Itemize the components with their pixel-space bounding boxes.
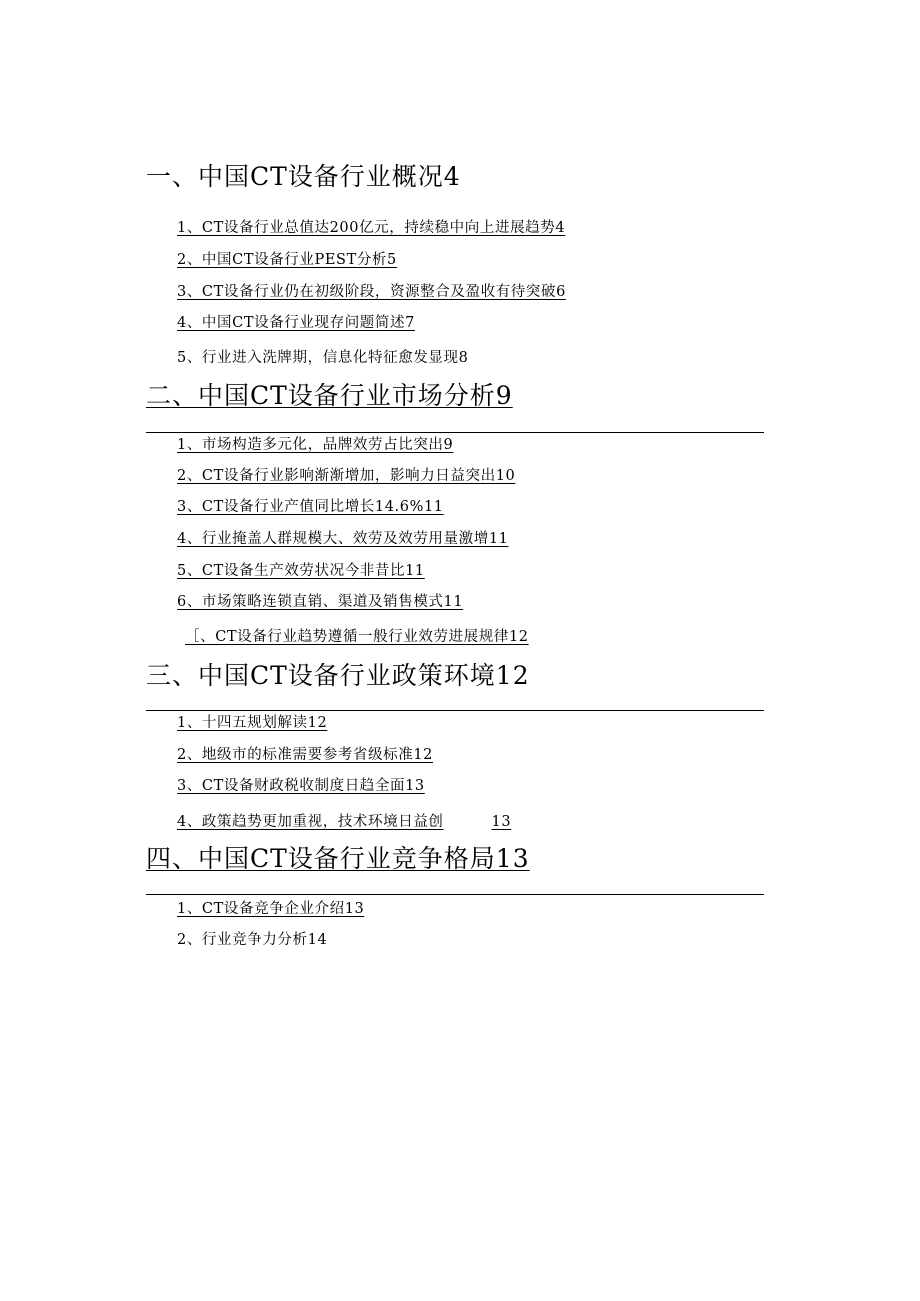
toc-link-4-1[interactable]: 1、CT设备竞争企业介绍13 <box>177 901 365 917</box>
section-heading-3[interactable]: 三、中国CT设备行业政策环境12 <box>146 661 530 690</box>
section-divider-2 <box>146 432 764 433</box>
toc-link-1-2[interactable]: 2、中国CT设备行业PEST分析5 <box>177 252 397 268</box>
toc-link-3-2[interactable]: 2、地级市的标准需要参考省级标准12 <box>177 747 433 763</box>
section-divider-4 <box>146 894 764 895</box>
toc-link-2-2[interactable]: 2、CT设备行业影响渐渐增加，影响力日益突出10 <box>177 468 516 484</box>
toc-link-3-4-page: 13 <box>491 814 512 830</box>
toc-link-1-1[interactable]: 1、CT设备行业总值达200亿元，持续稳中向上进展趋势4 <box>177 220 566 236</box>
toc-link-3-1[interactable]: 1、十四五规划解读12 <box>177 715 328 731</box>
toc-link-3-4-text: 4、政策趋势更加重视，技术环境日益创 <box>177 814 444 830</box>
toc-link-2-7[interactable]: ［、CT设备行业趋势遵循一般行业效劳进展规律12 <box>185 629 529 645</box>
toc-link-4-2[interactable]: 2、行业竞争力分析14 <box>177 932 328 948</box>
toc-link-2-3[interactable]: 3、CT设备行业产值同比增长14.6%11 <box>177 499 444 515</box>
toc-link-3-4[interactable] <box>177 813 511 831</box>
section-divider-3 <box>146 710 764 711</box>
toc-link-1-4[interactable]: 4、中国CT设备行业现存问题简述7 <box>177 315 415 331</box>
toc-link-2-1[interactable]: 1、市场构造多元化，品牌效劳占比突出9 <box>177 437 454 453</box>
toc-link-3-3[interactable]: 3、CT设备财政税收制度日趋全面13 <box>177 778 425 794</box>
section-heading-1[interactable]: 一、中国CT设备行业概况4 <box>146 162 461 191</box>
section-heading-4[interactable]: 四、中国CT设备行业竞争格局13 <box>146 844 530 873</box>
toc-link-2-4[interactable]: 4、行业掩盖人群规模大、效劳及效劳用量激增11 <box>177 531 509 547</box>
toc-link-2-5[interactable]: 5、CT设备生产效劳状况今非昔比11 <box>177 563 425 579</box>
toc-link-1-3[interactable]: 3、CT设备行业仍在初级阶段，资源整合及盈收有待突破6 <box>177 284 566 300</box>
toc-link-1-5[interactable]: 5、行业进入洗牌期，信息化特征愈发显现8 <box>177 350 469 366</box>
section-heading-2[interactable]: 二、中国CT设备行业市场分析9 <box>146 381 513 410</box>
toc-link-2-6[interactable]: 6、市场策略连锁直销、渠道及销售模式11 <box>177 594 464 610</box>
